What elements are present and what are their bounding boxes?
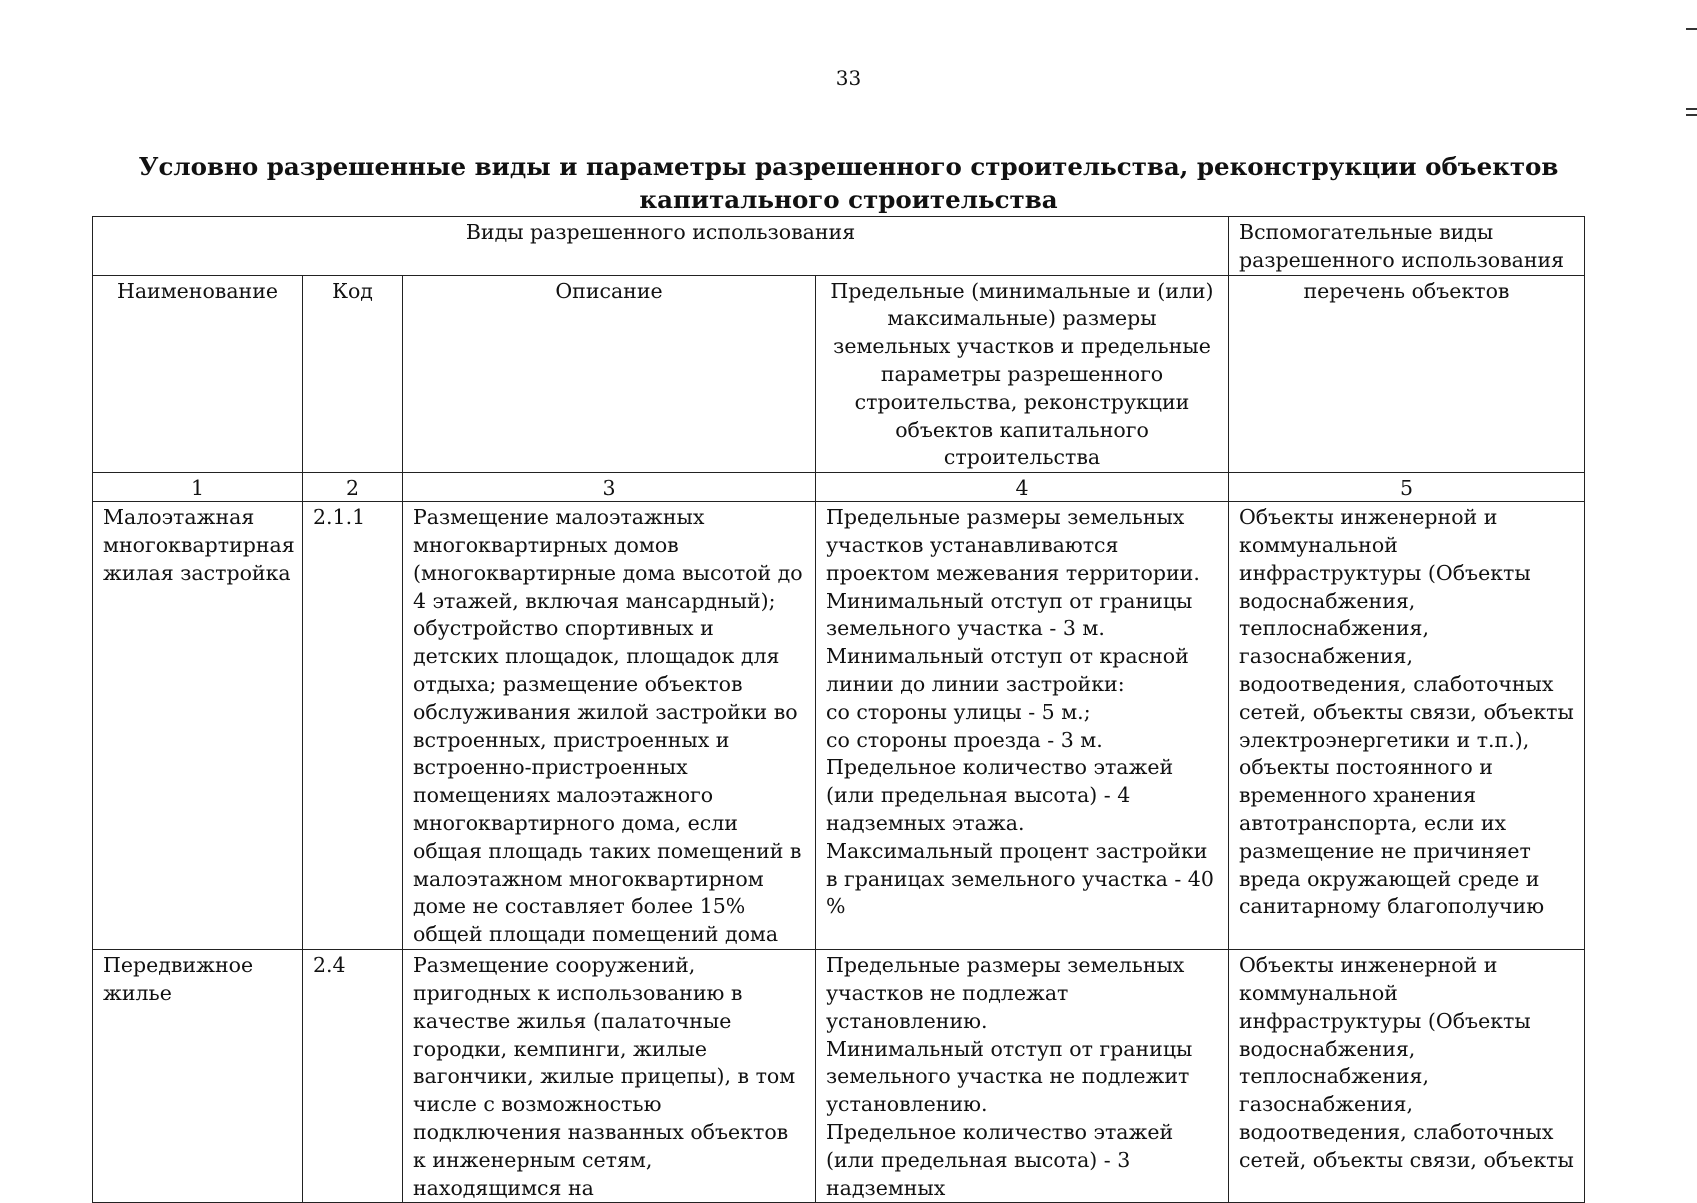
scan-edge-mark (1686, 108, 1697, 110)
header-group-main: Виды разрешенного использования (93, 217, 1229, 276)
column-header-name: Наименование (93, 275, 303, 473)
column-number: 4 (816, 473, 1229, 502)
column-number: 2 (303, 473, 403, 502)
cell-objects: Объекты инженерной и коммунальной инфраструктуры (Объекты водоснабжения, теплоснабжения, газоснабжения, водоотведения, слаботочных сетей, объекты связи, объекты (1229, 950, 1585, 1203)
scan-edge-mark (1686, 28, 1697, 30)
cell-objects: Объекты инженерной и коммунальной инфраструктуры (Объекты водоснабжения, теплоснабжения, газоснабжения, водоотведения, слаботочных сетей, объекты связи, объекты электроэнергетики и т.п.), объекты постоянного и временного хранения автотранспорта, если их размещение не причиняет вреда окружающей среде и санитарному благополучию (1229, 502, 1585, 950)
cell-limits: Предельные размеры земельных участков устанавливаются проектом межевания территории. Минимальный отступ от границы земельного участка - 3 м. Минимальный отступ от красной линии до линии застройки: со стороны улицы - 5 м.; со стороны проезда - 3 м. Предельное количество этажей (или предельная высота) - 4 надземных этажа. Максимальный процент застройки в границах земельного участка - 40 % (816, 502, 1229, 950)
cell-description: Размещение малоэтажных многоквартирных домов (многоквартирные дома высотой до 4 этажей, включая мансардный); обустройство спортивных и детских площадок, площадок для отдыха; размещение объектов обслуживания жилой застройки во встроенных, пристроенных и встроенно-пристроенных помещениях малоэтажного многоквартирного дома, если общая площадь таких помещений в малоэтажном многоквартирном доме не составляет более 15% общей площади помещений дома (403, 502, 816, 950)
cell-code: 2.4 (303, 950, 403, 1203)
table-row (93, 502, 1585, 950)
column-numbers-row (93, 473, 1585, 502)
column-number: 5 (1229, 473, 1585, 502)
table-header-columns-row (93, 275, 1585, 473)
cell-code: 2.1.1 (303, 502, 403, 950)
column-header-limits: Предельные (минимальные и (или) максимальные) размеры земельных участков и предельные параметры разрешенного строительства, реконструкции объектов капитального строительства (816, 275, 1229, 473)
column-number: 1 (93, 473, 303, 502)
page-number: 33 (835, 66, 862, 90)
document-title: Условно разрешенные виды и параметры разрешенного строительства, реконструкции объектов капитального строительства (138, 152, 1559, 214)
cell-name: Передвижное жилье (93, 950, 303, 1203)
scan-edge-mark (1686, 114, 1697, 116)
cell-description: Размещение сооружений, пригодных к использованию в качестве жилья (палаточные городки, кемпинги, жилые вагончики, жилые прицепы), в том числе с возможностью подключения названных объектов к инженерным сетям, находящимся на (403, 950, 816, 1203)
cell-name: Малоэтажная многоквартирная жилая застройка (93, 502, 303, 950)
column-header-objects: перечень объектов (1229, 275, 1585, 473)
column-number: 3 (403, 473, 816, 502)
table-header-group-row (93, 217, 1585, 276)
header-group-aux: Вспомогательные виды разрешенного использования (1229, 217, 1585, 276)
table-row (93, 950, 1585, 1203)
cell-limits: Предельные размеры земельных участков не подлежат установлению. Минимальный отступ от границы земельного участка не подлежит установлению. Предельное количество этажей (или предельная высота) - 3 надземных (816, 950, 1229, 1203)
column-header-description: Описание (403, 275, 816, 473)
permitted-use-table (92, 216, 1585, 1203)
column-header-code: Код (303, 275, 403, 473)
